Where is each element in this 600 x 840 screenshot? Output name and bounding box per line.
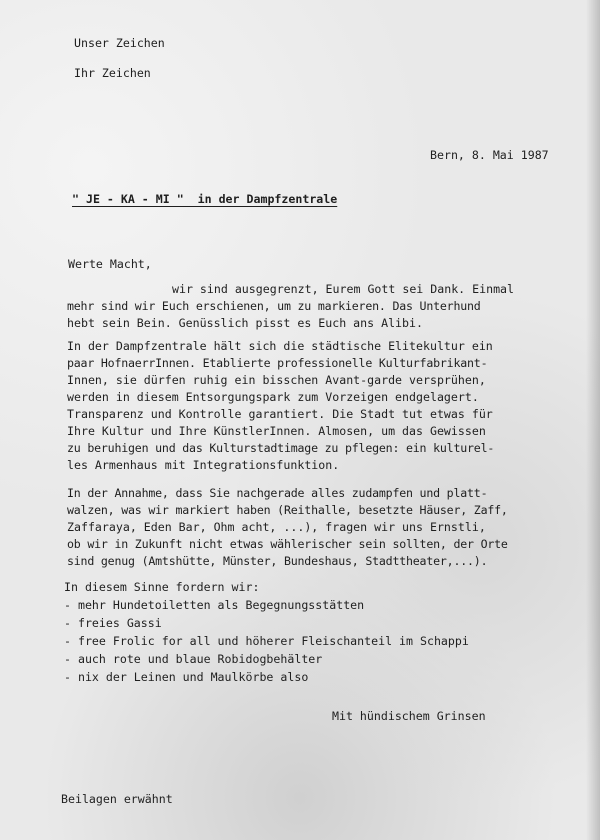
p1-line: hebt sein Bein. Genüsslich pisst es Euch ans Alibi.: [67, 316, 423, 330]
demand-item: - nix der Leinen und Maulkörbe also: [64, 670, 309, 684]
p2-line: les Armenhaus mit Integrationsfunktion.: [67, 458, 340, 472]
demand-item: - free Frolic for all und höherer Fleischanteil im Schappi: [64, 634, 469, 648]
letter-date: Bern, 8. Mai 1987: [430, 148, 549, 162]
p2-line: paar HofnaerrInnen. Etablierte professionelle Kulturfabrikant-: [67, 356, 488, 370]
p2-line: Innen, sie dürfen ruhig ein bisschen Avant-garde versprühen,: [67, 373, 486, 387]
scan-edge-shadow: [586, 0, 600, 840]
unser-zeichen-label: Unser Zeichen: [74, 36, 165, 50]
p2-line: zu beruhigen und das Kulturstadtimage zu pflegen: ein kulturel-: [67, 441, 495, 455]
closing: Mit hündischem Grinsen: [332, 709, 486, 723]
enclosures-note: Beilagen erwähnt: [61, 792, 173, 806]
p1-line: mehr sind wir Euch erschienen, um zu markieren. Das Unterhund: [67, 299, 481, 313]
p3-line: walzen, was wir markiert haben (Reithalle, besetzte Häuser, Zaff,: [67, 503, 508, 517]
p3-line: In der Annahme, dass Sie nachgerade alles zudampfen und platt-: [67, 486, 488, 500]
p2-line: In der Dampfzentrale hält sich die städtische Elitekultur ein: [67, 339, 493, 353]
salutation: Werte Macht,: [68, 257, 152, 271]
letter-subject: " JE - KA - MI " in der Dampfzentrale: [72, 192, 338, 206]
p3-line: Zaffaraya, Eden Bar, Ohm acht, ...), fragen wir uns Ernstli,: [67, 520, 486, 534]
demand-item: - freies Gassi: [64, 616, 162, 630]
p3-line: sind genug (Amtshütte, Münster, Bundeshaus, Stadttheater,...).: [67, 554, 488, 568]
p2-line: werden in diesem Entsorgungspark zum Vorzeigen endgelagert.: [67, 390, 479, 404]
ihr-zeichen-label: Ihr Zeichen: [74, 66, 151, 80]
demand-item: - mehr Hundetoiletten als Begegnungsstätten: [64, 598, 365, 612]
p2-line: Transparenz und Kontrolle garantiert. Die Stadt tut etwas für: [67, 407, 493, 421]
demand-item: - auch rote und blaue Robidogbehälter: [64, 652, 323, 666]
p1-line: wir sind ausgegrenzt, Eurem Gott sei Dank. Einmal: [172, 282, 515, 296]
p2-line: Ihre Kultur und Ihre KünstlerInnen. Almosen, um das Gewissen: [67, 424, 486, 438]
demands-intro: In diesem Sinne fordern wir:: [64, 580, 260, 594]
p3-line: ob wir in Zukunft nicht etwas wählerischer sein sollten, der Orte: [67, 537, 508, 551]
